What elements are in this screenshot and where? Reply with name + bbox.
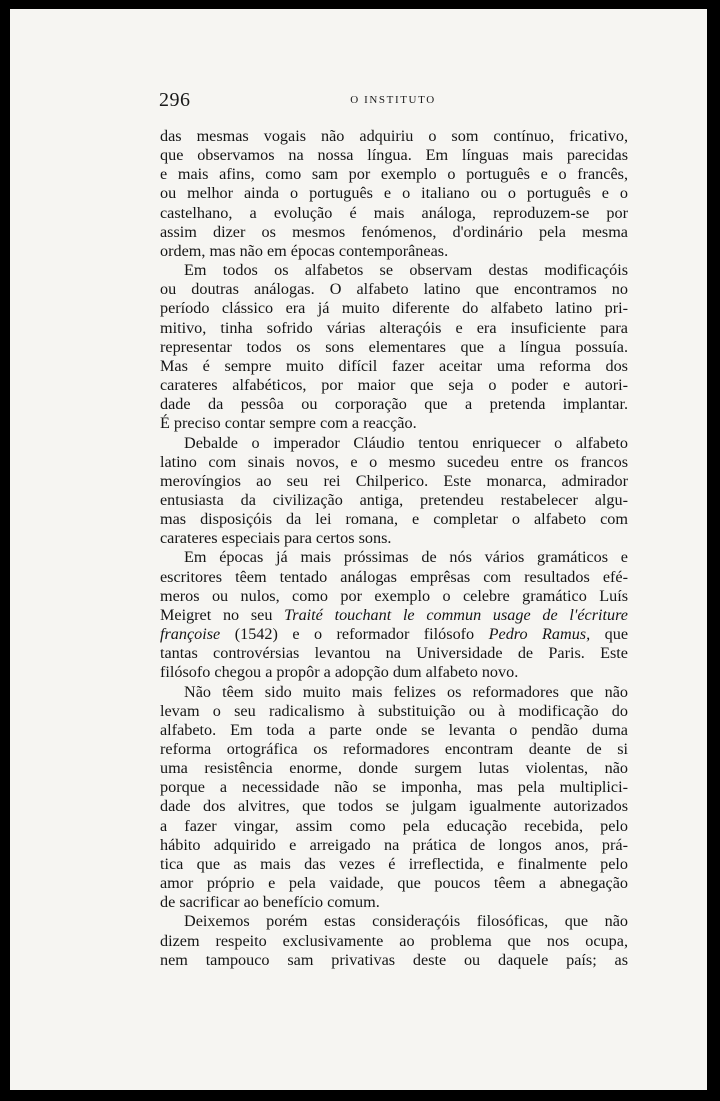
text-line: ordem, mas não em épocas contemporâneas. (160, 241, 449, 260)
text-line: Em todos os alfabetos se observam destas modificaçóis (184, 261, 628, 280)
text-line: dade dos alvitres, que todos se julgam igualmente autorizados (160, 797, 628, 816)
text-line: assim dizer os mesmos fenómenos, d'ordinário pela mesma (160, 222, 628, 241)
text-line: latino com sinais novos, e o mesmo sucedeu entre os francos (160, 452, 628, 471)
text-line: françoise (1542) e o reformador filósofo Pedro Ramus, que (160, 625, 629, 644)
text-line: porque a necessidade não se imponha, mas pela multiplici- (160, 778, 628, 797)
text-line: amor próprio e pela vaidade, que poucos têem a abnegação (160, 874, 628, 893)
text-line: hábito adquirido e arreigado na prática de longos anos, prá- (160, 835, 628, 854)
text-line: Não têem sido muito mais felizes os reformadores que não (184, 682, 628, 701)
text-line: mitivo, tinha sofrido várias alteraçóis e era insuficiente para (160, 318, 628, 337)
text-line: castelhano, a evolução é mais análoga, reproduzem-se por (160, 203, 628, 222)
text-line: merovíngios ao seu rei Chilperico. Este monarca, admirador (160, 471, 628, 490)
text-line: dade da pessôa ou corporação que a pretenda implantar. (160, 395, 628, 414)
text-line: e mais afins, como sam por exemplo o português e o francês, (160, 165, 628, 184)
text-line: reforma ortográfica os reformadores encontram deante de si (160, 740, 628, 758)
text-line: É preciso contar sempre com a reacção. (160, 414, 417, 433)
text-line: tantas controvérsias levantou na Universidade de Paris. Este (160, 644, 628, 663)
text-line: levam o seu radicalismo à substituição ou à modificação do (160, 701, 628, 720)
text-line: meros ou nulos, como por exemplo o celebre gramático Luís (160, 586, 628, 605)
body-text (160, 127, 628, 970)
text-line: Em épocas já mais próssimas de nós vários gramáticos e (184, 548, 628, 567)
text-line: dizem respeito exclusivamente ao problema que nos ocupa, (160, 931, 628, 950)
text-line: uma resistência enorme, donde surgem lutas violentas, não (160, 759, 628, 778)
text-line: que observamos na nossa língua. Em línguas mais parecidas (160, 146, 628, 165)
text-line: alfabeto. Em toda a parte onde se levanta o pendão duma (160, 720, 628, 739)
text-line: nem tampouco sam privativas deste ou daquele país; as (160, 950, 628, 969)
text-line: carateres alfabéticos, por maior que seja o poder e autori- (160, 376, 628, 395)
running-title: O INSTITUTO (350, 94, 436, 106)
text-line: Deixemos porém estas consideraçóis filosóficas, que não (184, 912, 628, 931)
text-line: escritores têem tentado análogas emprêsas com resultados efé- (160, 567, 628, 586)
text-line: carateres especiais para certos sons. (160, 529, 392, 548)
text-line: entusiasta da civilização antiga, pretendeu restabelecer algu- (160, 490, 628, 509)
text-line: das mesmas vogais não adquiriu o som contínuo, fricativo, (160, 127, 628, 145)
text-line: tica que as mais das vezes é irreflectida, e finalmente pelo (160, 854, 628, 873)
text-line: Debalde o imperador Cláudio tentou enriquecer o alfabeto (184, 433, 628, 452)
book-page (10, 9, 707, 1090)
text-line: mas disposiçóis da lei romana, e completar o alfabeto com (160, 510, 628, 529)
text-line: Mas é sempre muito difícil fazer aceitar uma reforma dos (160, 356, 628, 375)
text-line: filósofo chegou a propôr a adopção dum alfabeto novo. (160, 663, 519, 682)
page-number: 296 (159, 89, 191, 111)
text-line: de sacrificar ao benefício comum. (160, 893, 380, 912)
running-head (159, 89, 627, 113)
text-line: período clássico era já muito diferente do alfabeto latino pri- (160, 299, 628, 318)
text-line: Meigret no seu Traité touchant le commun usage de l'écriture (160, 605, 628, 624)
text-line: representar todos os sons elementares que a língua possuía. (160, 337, 628, 356)
text-line: ou doutras análogas. O alfabeto latino que encontramos no (160, 280, 628, 299)
text-line: a fazer vingar, assim como pela educação recebida, pelo (160, 816, 628, 835)
text-line: ou melhor ainda o português e o italiano ou o português e o (160, 184, 628, 203)
